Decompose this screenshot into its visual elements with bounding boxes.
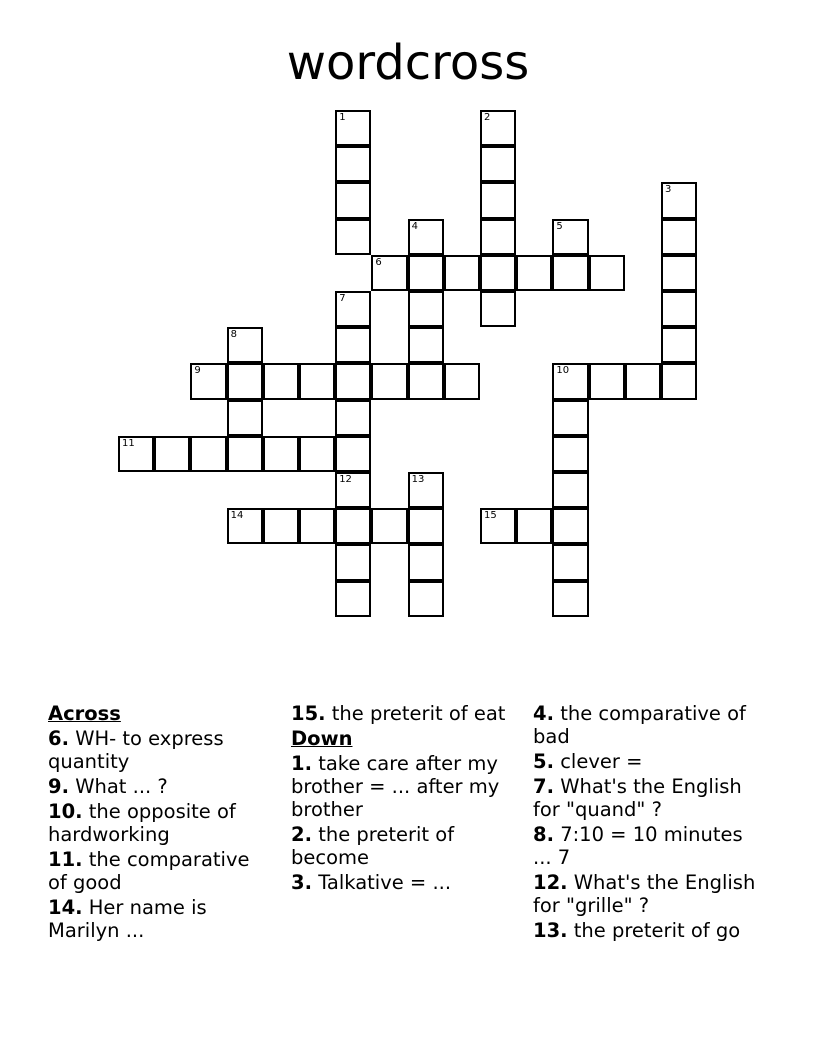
grid-cell[interactable] (335, 508, 371, 544)
across-heading: Across (48, 702, 121, 725)
clue-text: 7:10 = 10 minutes ... 7 (533, 823, 743, 869)
clue-across-6 (48, 727, 274, 773)
grid-cell[interactable] (335, 436, 371, 472)
grid-cell[interactable] (335, 363, 371, 399)
grid-cell[interactable] (227, 363, 263, 399)
clue-text: take care after my brother = ... after my brother (291, 752, 500, 821)
grid-cell[interactable] (335, 581, 371, 617)
grid-cell[interactable] (480, 110, 516, 146)
clue-down-13 (533, 919, 759, 942)
grid-cell[interactable] (299, 436, 335, 472)
clue-column-1 (48, 702, 274, 944)
clue-text: What's the English for "quand" ? (533, 775, 742, 821)
grid-cell[interactable] (480, 219, 516, 255)
grid-cell[interactable] (263, 508, 299, 544)
clue-across-15 (291, 702, 517, 725)
grid-cell[interactable] (625, 363, 661, 399)
cell-number: 1 (339, 112, 346, 123)
grid-cell[interactable] (263, 363, 299, 399)
grid-cell[interactable] (661, 291, 697, 327)
grid-cell[interactable] (444, 363, 480, 399)
clue-text: What ... ? (75, 775, 168, 798)
grid-cell[interactable] (263, 436, 299, 472)
grid-cell[interactable] (335, 400, 371, 436)
grid-cell[interactable] (408, 544, 444, 580)
grid-cell[interactable] (190, 363, 226, 399)
grid-cell[interactable] (335, 327, 371, 363)
grid-cell[interactable] (408, 291, 444, 327)
grid-cell[interactable] (552, 400, 588, 436)
grid-cell[interactable] (371, 255, 407, 291)
grid-cell[interactable] (480, 508, 516, 544)
grid-cell[interactable] (444, 255, 480, 291)
clue-down-7 (533, 775, 759, 821)
cell-number: 4 (411, 220, 418, 232)
clue-number: 7. (533, 775, 554, 798)
grid-cell[interactable] (552, 219, 588, 255)
clue-down-3 (291, 871, 517, 894)
grid-cell[interactable] (552, 544, 588, 580)
cell-number: 12 (339, 474, 352, 485)
clue-column-2 (291, 702, 517, 896)
clue-text: clever = (560, 750, 643, 773)
grid-cell[interactable] (408, 219, 444, 255)
grid-cell[interactable] (408, 472, 444, 508)
grid-cell[interactable] (408, 327, 444, 363)
grid-cell[interactable] (227, 436, 263, 472)
grid-cell[interactable] (118, 436, 154, 472)
cell-number: 14 (230, 510, 244, 522)
grid-cell[interactable] (661, 255, 697, 291)
grid-cell[interactable] (227, 400, 263, 436)
clue-text: What's the English for "grille" ? (533, 871, 756, 917)
grid-cell[interactable] (552, 255, 588, 291)
grid-cell[interactable] (335, 544, 371, 580)
clue-number: 12. (533, 871, 568, 894)
clue-text: WH- to express quantity (48, 727, 224, 773)
grid-cell[interactable] (335, 472, 371, 508)
cell-number: 15 (484, 510, 497, 522)
grid-cell[interactable] (371, 508, 407, 544)
clue-across-10 (48, 800, 274, 846)
clue-number: 11. (48, 848, 83, 871)
clue-down-5 (533, 750, 759, 773)
cell-number: 11 (122, 437, 135, 449)
cell-number: 5 (556, 220, 563, 232)
grid-cell[interactable] (552, 508, 588, 544)
clue-number: 5. (533, 750, 554, 773)
clue-down-4 (533, 702, 759, 748)
clue-number: 8. (533, 823, 554, 846)
grid-cell[interactable] (408, 581, 444, 617)
grid-cell[interactable] (408, 508, 444, 544)
grid-cell[interactable] (408, 363, 444, 399)
grid-cell[interactable] (335, 146, 371, 182)
clue-text: Talkative = ... (318, 871, 452, 894)
grid-cell[interactable] (299, 363, 335, 399)
grid-cell[interactable] (661, 182, 697, 218)
grid-cell[interactable] (299, 508, 335, 544)
clue-number: 3. (291, 871, 312, 894)
grid-cell[interactable] (227, 508, 263, 544)
clue-text: Her name is Marilyn ... (48, 896, 207, 942)
clue-number: 14. (48, 896, 83, 919)
clue-text: the preterit of become (291, 823, 455, 869)
grid-cell[interactable] (154, 436, 190, 472)
grid-cell[interactable] (480, 255, 516, 291)
grid-cell[interactable] (371, 363, 407, 399)
grid-cell[interactable] (480, 291, 516, 327)
grid-cell[interactable] (335, 110, 371, 146)
clue-number: 6. (48, 727, 69, 750)
grid-cell[interactable] (480, 182, 516, 218)
grid-cell[interactable] (190, 436, 226, 472)
grid-cell[interactable] (661, 327, 697, 363)
cell-number: 3 (665, 184, 672, 196)
clue-text: the comparative of good (48, 848, 250, 894)
grid-cell[interactable] (227, 327, 263, 363)
clue-down-8 (533, 823, 759, 869)
clue-down-12 (533, 871, 759, 917)
clue-number: 1. (291, 752, 312, 775)
clue-text: the preterit of eat (331, 702, 506, 725)
grid-cell[interactable] (516, 508, 552, 544)
grid-cell[interactable] (552, 436, 588, 472)
page-title: wordcross (286, 35, 530, 91)
clue-number: 10. (48, 800, 83, 823)
grid-cell[interactable] (589, 255, 625, 291)
cell-number: 8 (230, 329, 237, 341)
grid-cell[interactable] (589, 363, 625, 399)
grid-cell[interactable] (661, 219, 697, 255)
clue-across-9 (48, 775, 274, 798)
grid-cell[interactable] (408, 255, 444, 291)
clue-across-11 (48, 848, 274, 894)
cell-number: 2 (484, 112, 491, 123)
clue-number: 2. (291, 823, 312, 846)
grid-cell[interactable] (335, 182, 371, 218)
grid-cell[interactable] (552, 581, 588, 617)
clue-text: the comparative of bad (533, 702, 746, 748)
clue-number: 9. (48, 775, 69, 798)
clue-column-3 (533, 702, 759, 944)
cell-number: 10 (556, 365, 570, 377)
clue-across-14 (48, 896, 274, 942)
grid-cell[interactable] (335, 291, 371, 327)
grid-cell[interactable] (552, 472, 588, 508)
cell-number: 13 (411, 474, 425, 485)
clue-text: the opposite of hardworking (48, 800, 236, 846)
clue-down-2 (291, 823, 517, 869)
grid-cell[interactable] (516, 255, 552, 291)
grid-cell[interactable] (335, 219, 371, 255)
clue-number: 13. (533, 919, 568, 942)
cell-number: 7 (339, 293, 346, 304)
cell-number: 9 (194, 365, 201, 377)
clue-text: the preterit of go (573, 919, 741, 942)
clue-number: 15. (291, 702, 326, 725)
grid-cell[interactable] (480, 146, 516, 182)
grid-cell[interactable] (552, 363, 588, 399)
grid-cell[interactable] (661, 363, 697, 399)
down-heading: Down (291, 727, 353, 750)
cell-number: 6 (375, 256, 382, 268)
clue-down-1 (291, 752, 517, 821)
clue-number: 4. (533, 702, 554, 725)
